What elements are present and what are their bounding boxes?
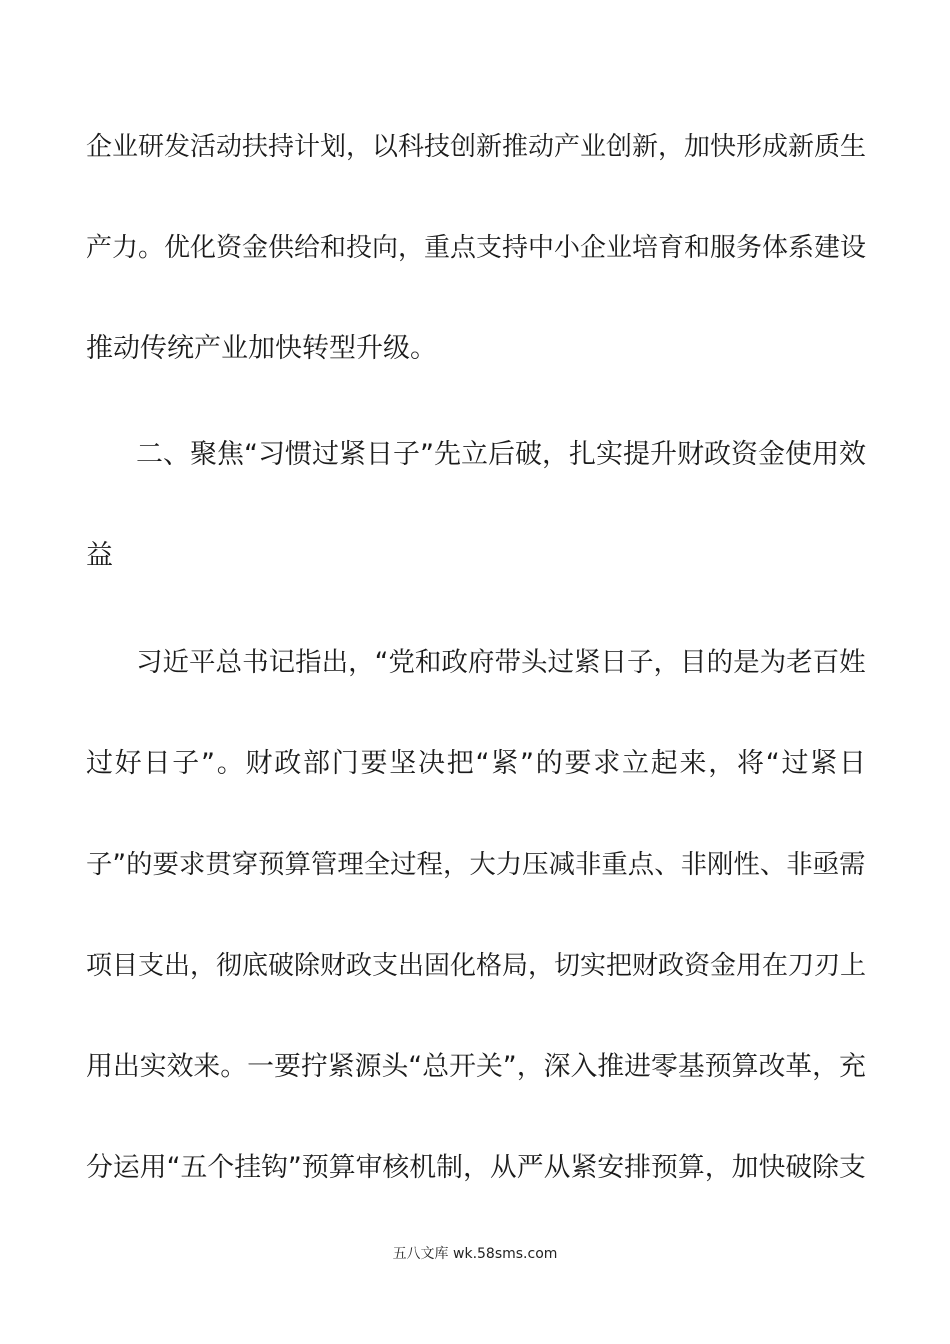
paragraph-line: 习近平总书记指出，“党和政府带头过紧日子，目的是为老百姓 <box>136 647 866 678</box>
paragraph-line: 子”的要求贯穿预算管理全过程，大力压减非重点、非刚性、非亟需 <box>86 849 866 880</box>
paragraph-line: 过好日子”。财政部门要坚决把“紧”的要求立起来，将“过紧日 <box>86 748 868 779</box>
paragraph-line: 项目支出，彻底破除财政支出固化格局，切实把财政资金用在刀刃上 <box>86 951 867 981</box>
paragraph-line: 企业研发活动扶持计划，以科技创新推动产业创新，加快形成新质生 <box>86 132 867 162</box>
paragraph-line: 产力。优化资金供给和投向，重点支持中小企业培育和服务体系建设 <box>86 233 867 263</box>
section-heading-line: 二、聚焦“习惯过紧日子”先立后破，扎实提升财政资金使用效 <box>136 439 866 470</box>
paragraph-line: 用出实效来。一要拧紧源头“总开关”，深入推进零基预算改革，充 <box>86 1051 866 1082</box>
paragraph-line: 推动传统产业加快转型升级。 <box>86 333 437 364</box>
page-footer: 五八文库 wk.58sms.com <box>392 1246 558 1262</box>
section-heading-line: 益 <box>86 540 113 571</box>
paragraph-line: 分运用“五个挂钩”预算审核机制，从严从紧安排预算，加快破除支 <box>86 1152 866 1183</box>
